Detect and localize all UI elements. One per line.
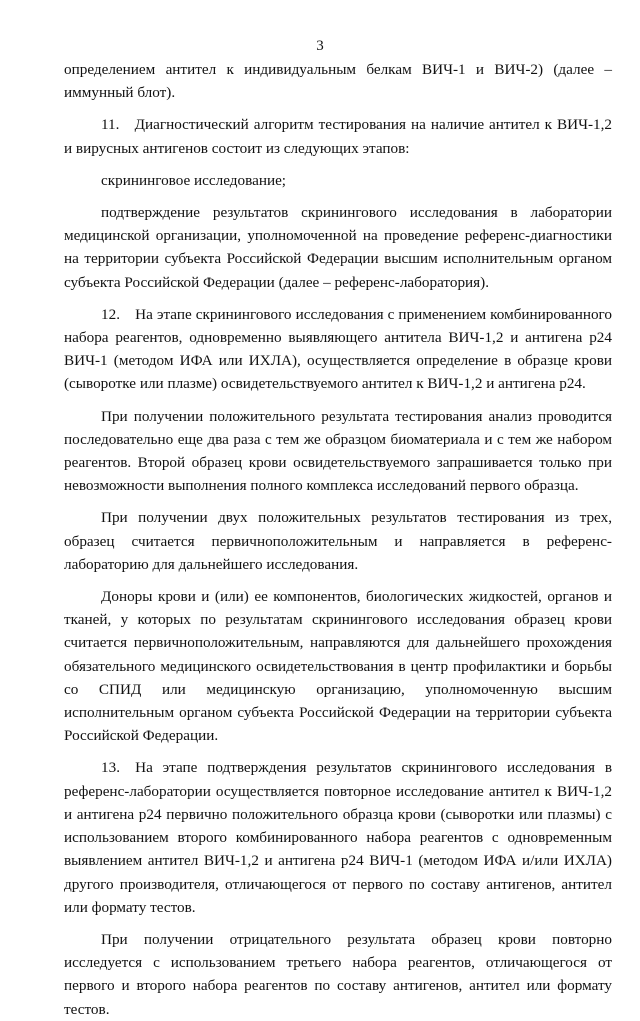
paragraph-continuation: определением антител к индивидуальным белкам ВИЧ-1 и ВИЧ-2) (далее – иммунный блот).	[64, 61, 612, 102]
paragraph-screening-step: скрининговое исследование;	[101, 171, 287, 189]
body-text	[64, 58, 612, 1021]
paragraph-donors: Доноры крови и (или) ее компонентов, биологических жидкостей, органов и тканей, у которых по результатам скринингового исследования образец крови считается первичноположительным, направляются для дальнейшего прохождения обязательного медицинского освидетельствования в центр профилактики и борьбы со СПИД или медицинскую организацию, уполномоченную высшим исполнительным органом субъекта Российской Федерации на территории субъекта Российской Федерации.	[64, 588, 612, 745]
paragraph-item-11: 11. Диагностический алгоритм тестирования на наличие антител к ВИЧ-1,2 и вирусных антигенов состоит из следующих этапов:	[64, 116, 612, 157]
paragraph-confirmation-step: подтверждение результатов скринингового исследования в лаборатории медицинской организации, уполномоченной на проведение референс-диагностики на территории субъекта Российской Федерации высшим исполнительным органом субъекта Российской Федерации (далее – референс-лаборатория).	[64, 204, 612, 291]
paragraph-positive-result: При получении положительного результата тестирования анализ проводится последовательно еще два раза с тем же образцом биоматериала и с тем же набором реагентов. Второй образец крови освидетельствуемого запрашивается только при невозможности выполнения полного комплекса исследований первого образца.	[64, 407, 612, 495]
paragraph-two-positive-results: При получении двух положительных результатов тестирования из трех, образец считается первичноположительным и направляется в референс-лабораторию для дальнейшего исследования.	[64, 509, 612, 573]
paragraph-item-13: 13. На этапе подтверждения результатов скринингового исследования в референс-лаборатории осуществляется повторное исследование антител к ВИЧ-1,2 и антигена р24 первично положительного образца крови (сыворотки или плазмы) с использованием второго комбинированного набора реагентов с одновременным выявлением антител ВИЧ-1,2 и антигена р24 ВИЧ-1 (методом ИФА и/или ИХЛА) другого производителя, отличающегося от первого по составу антигенов, антител или формату тестов.	[64, 759, 612, 916]
paragraph-item-12: 12. На этапе скринингового исследования с применением комбинированного набора реагентов, одновременно выявляющего антитела ВИЧ-1,2 и антигена р24 ВИЧ-1 (методом ИФА или ИХЛА), осуществляется определение в образце крови (сыворотке или плазме) освидетельствуемого антител к ВИЧ-1,2 и антигена р24.	[64, 305, 612, 393]
page-number: 3	[316, 38, 324, 54]
paragraph-negative-result: При получении отрицательного результата образец крови повторно исследуется с использованием третьего набора реагентов, отличающегося от первого и второго набора реагентов по составу антигенов, антител или формату тестов.	[64, 930, 612, 1018]
